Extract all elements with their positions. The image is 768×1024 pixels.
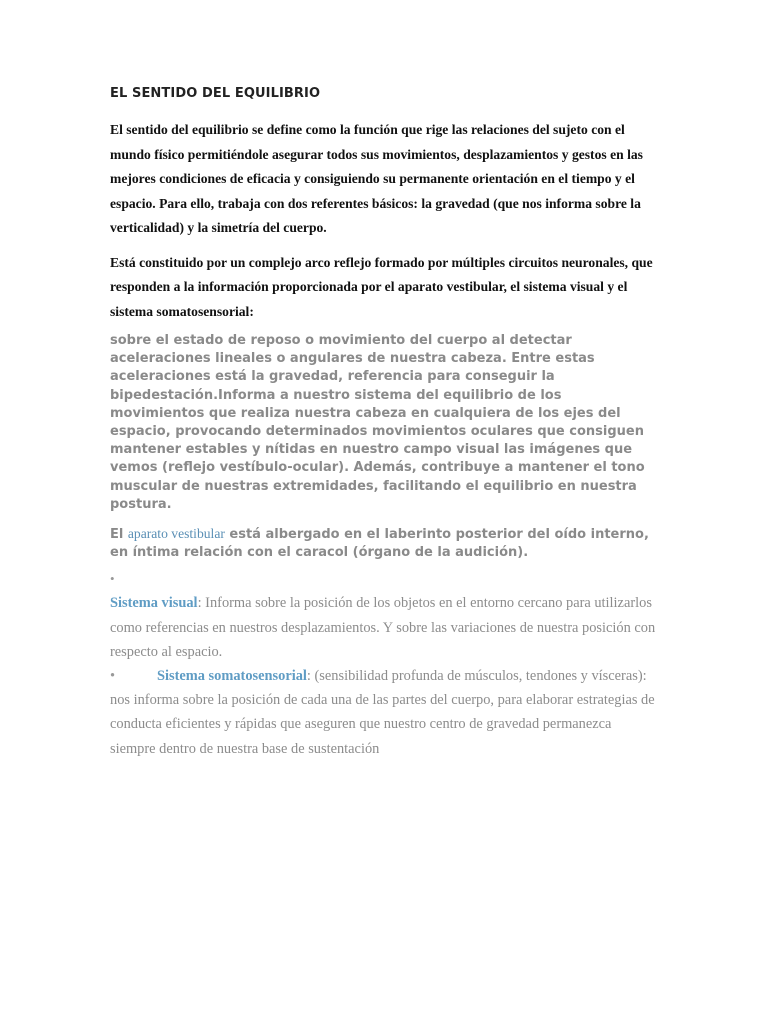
vestibular-suffix: está albergado en el laberinto posterior del oído interno, en íntima relación con el caracol (órgano de la audición). (110, 527, 649, 561)
vestibular-description-paragraph: sobre el estado de reposo o movimiento del cuerpo al detectar aceleraciones lineales o angulares de nuestra cabeza. Entre estas aceleraciones está la gravedad, referencia para conseguir la bipedestación.Informa a nuestro sistema del equilibrio de los movimientos que realiza nuestra cabeza en cualquiera de los ejes del espacio, provocando determinados movimientos oculares que consiguen mantener estables y nítidas en nuestro campo visual las imágenes que vemos (reflejo vestíbulo-ocular). Además, contribuye a mantener el tono muscular de nuestras extremidades, facilitando el equilibrio en nuestra postura. (110, 333, 645, 512)
somatosensory-system-paragraph (110, 664, 658, 761)
somatosensory-system-text: : (sensibilidad profunda de músculos, tendones y vísceras): nos informa sobre la posición de cada una de las partes del cuerpo, para elaborar estrategias de conducta eficientes y rápidas que aseguren que nuestro centro de gravedad permanezca siempre dentro de nuestra base de sustentación (110, 668, 655, 757)
visual-system-text: : Informa sobre la posición de los objetos en el entorno cercano para utilizarlos como referencias en nuestros desplazamientos. Y sobre las variaciones de nuestra posición con respecto al espacio. (110, 595, 656, 660)
bullet-marker: • (110, 668, 116, 685)
document-page (110, 86, 658, 761)
vestibular-prefix: El (110, 527, 128, 543)
structure-paragraph: Está constituido por un complejo arco reflejo formado por múltiples circuitos neuronales, que responden a la información proporcionada por el aparato vestibular, el sistema visual y el sistema somatosensorial: (110, 254, 653, 319)
document-title: EL SENTIDO DEL EQUILIBRIO (110, 86, 321, 101)
vestibular-location-paragraph (110, 525, 658, 562)
somatosensory-system-term: Sistema somatosensorial (157, 668, 307, 685)
bullet-marker-empty: • (110, 571, 115, 587)
visual-system-term: Sistema visual (110, 595, 198, 612)
intro-paragraph: El sentido del equilibrio se define como la función que rige las relaciones del sujeto con el mundo físico permitiéndole asegurar todos sus movimientos, desplazamientos y gestos en las mejores condiciones de eficacia y consiguiendo su permanente orientación en el tiempo y el espacio. Para ello, trabaja con dos referentes básicos: la gravedad (que nos informa sobre la verticalidad) y la simetría del cuerpo. (110, 122, 643, 235)
aparato-vestibular-link[interactable]: aparato vestibular (127, 526, 225, 542)
visual-system-paragraph (110, 591, 658, 664)
